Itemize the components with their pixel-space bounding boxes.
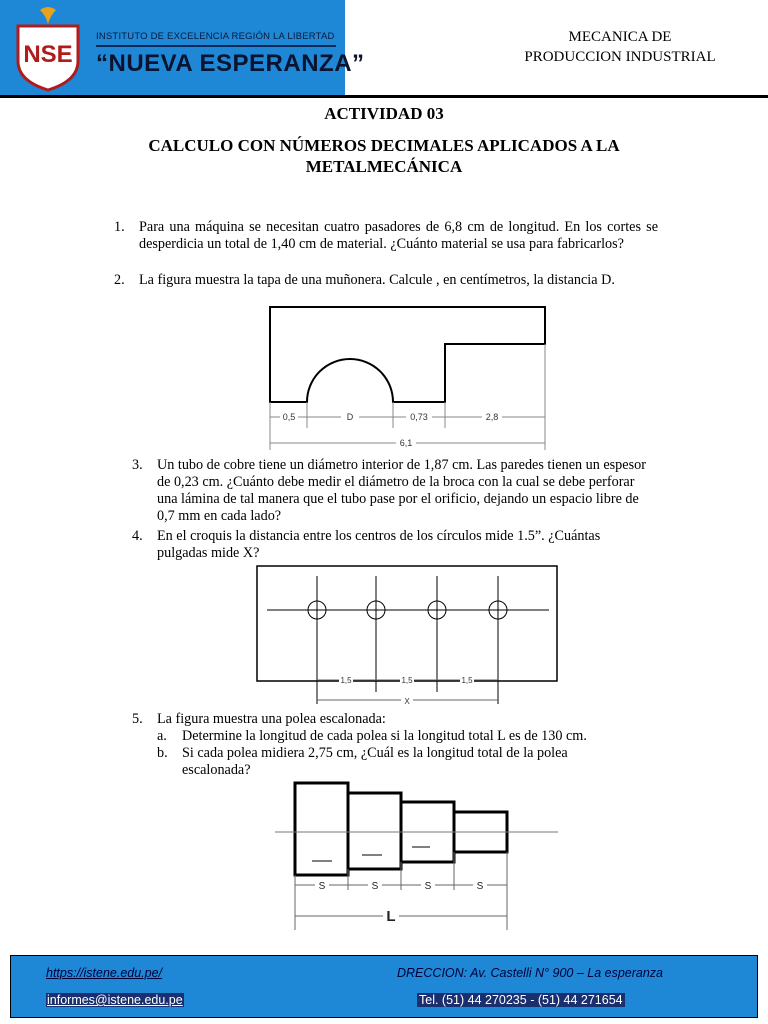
question-number: 2. — [114, 272, 125, 288]
figure-stepped-pulley — [270, 780, 565, 935]
dim-label: S — [371, 881, 379, 892]
department-line-2: PRODUCCION INDUSTRIAL — [524, 49, 716, 65]
email-link[interactable]: informes@istene.edu.pe — [47, 993, 183, 1007]
subquestion-letter: b. — [157, 745, 168, 761]
question-number: 4. — [132, 528, 143, 544]
activity-subtitle-2: METALMECÁNICA — [305, 157, 463, 176]
pulley-step-2 — [348, 793, 401, 869]
activity-title: ACTIVIDAD 03 — [324, 104, 444, 123]
dim-label: 1,5 — [340, 676, 352, 685]
department-title — [490, 27, 750, 67]
header-rule — [0, 95, 768, 98]
dim-label: 1,5 — [461, 676, 473, 685]
question-text: Un tubo de cobre tiene un diámetro interior de 1,87 cm. Las paredes tienen un espesor de 0,23 cm. ¿Cuánto debe medir el diámetro de la broca con la cual se debe perforar una lámina de tal manera que el tubo pase por el orificio, dejando un espacio libre de 0,7 mm en cada lado? — [157, 457, 646, 524]
school-logo — [10, 6, 86, 92]
plate-outline — [257, 566, 557, 681]
dim-label: 1,5 — [401, 676, 413, 685]
question-number: 5. — [132, 711, 143, 727]
dim-label-d: D — [346, 412, 354, 422]
website-link[interactable]: https://istene.edu.pe/ — [46, 966, 163, 980]
question-number: 3. — [132, 457, 143, 473]
question-text: Para una máquina se necesitan cuatro pasadores de 6,8 cm de longitud. En los cortes se desperdicia un total de 1,40 cm de material. ¿Cuánto material se usa para fabricarlos? — [139, 219, 658, 252]
subquestion-letter: a. — [157, 728, 167, 744]
dim-label: 0,5 — [282, 412, 296, 422]
school-name: “NUEVA ESPERANZA” — [96, 50, 365, 77]
department-line-1: MECANICA DE — [568, 29, 672, 45]
dim-label: S — [476, 881, 484, 892]
question-text: La figura muestra la tapa de una muñonera. Calcule , en centímetros, la distancia D. — [139, 272, 615, 288]
question-text: La figura muestra una polea escalonada: — [157, 711, 386, 727]
question-text: En el croquis la distancia entre los centros de los círculos mide 1.5”. ¿Cuántas pulgadas mide X? — [157, 528, 601, 561]
dim-label: 0,73 — [410, 412, 428, 422]
dim-label-total: L — [386, 908, 396, 925]
page-header — [0, 0, 768, 97]
page-footer — [10, 955, 758, 1018]
question-number: 1. — [114, 219, 125, 235]
logo-text: NSE — [23, 41, 73, 68]
activity-subtitle-1: CALCULO CON NÚMEROS DECIMALES APLICADOS A LA — [148, 136, 620, 155]
institute-name: INSTITUTO DE EXCELENCIA REGIÓN LA LIBERTAD — [96, 31, 335, 42]
phone-text: Tel. (51) 44 270235 - (51) 44 271654 — [419, 993, 623, 1007]
dim-label: S — [424, 881, 432, 892]
dim-label: S — [318, 881, 326, 892]
dim-label: 2,8 — [485, 412, 499, 422]
figure-trunnion-cap — [255, 302, 555, 452]
dim-label-total: X — [404, 697, 410, 706]
institute-divider — [96, 45, 336, 47]
subquestion-text: Determine la longitud de cada polea si la longitud total L es de 130 cm. — [182, 728, 587, 744]
trunnion-outline — [270, 307, 545, 402]
dim-label-total: 6,1 — [399, 438, 413, 448]
figure-hole-plate — [255, 564, 560, 708]
subquestion-text: Si cada polea midiera 2,75 cm, ¿Cuál es la longitud total de la polea escalonada? — [182, 745, 568, 778]
address-text: DRECCION: Av. Castelli N° 900 – La esperanza — [397, 966, 663, 980]
